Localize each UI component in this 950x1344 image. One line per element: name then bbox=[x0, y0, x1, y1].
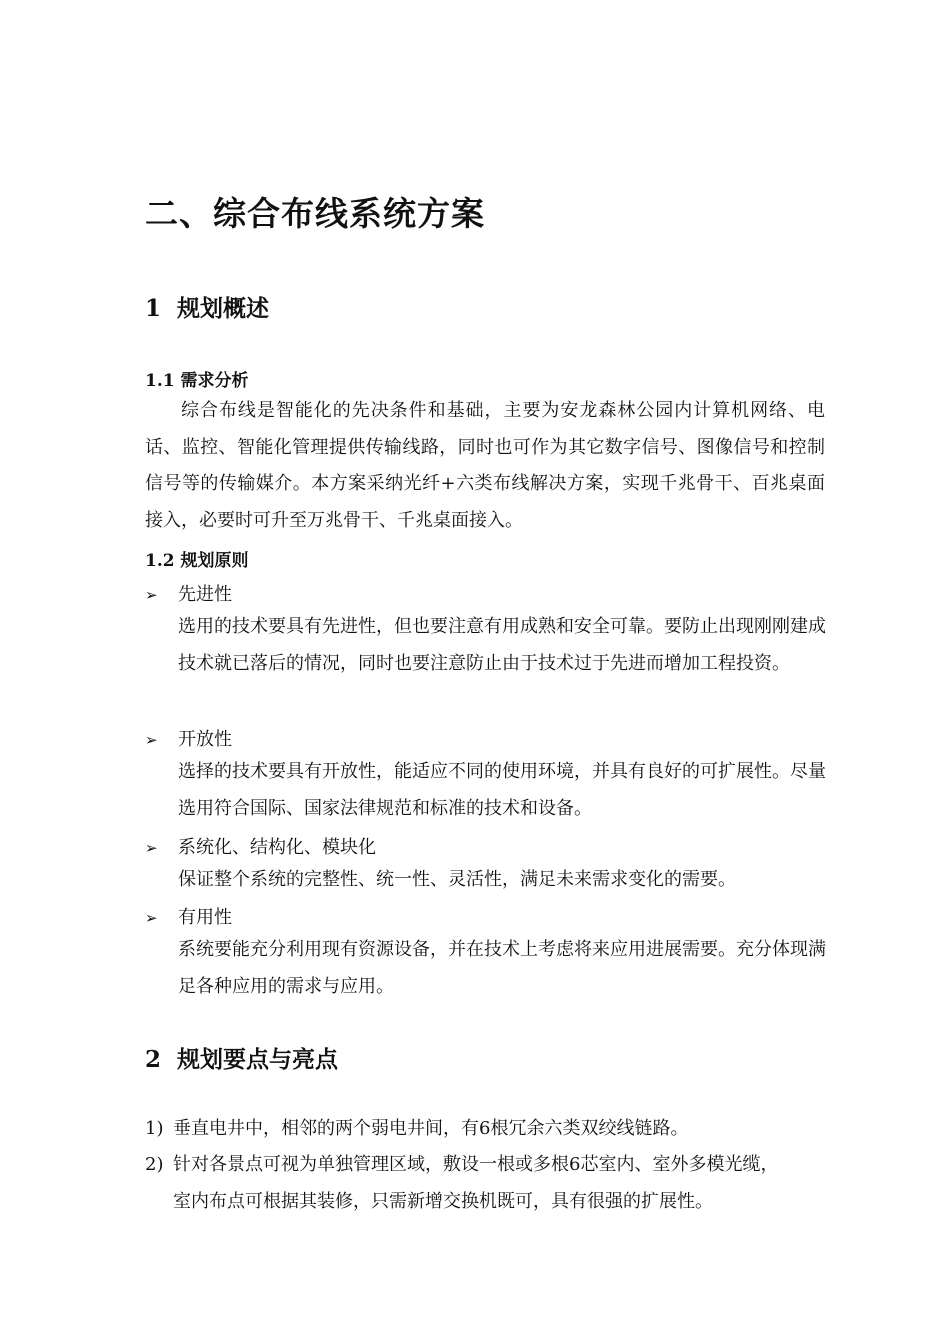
bullet-item bbox=[145, 903, 232, 929]
bullet-label: 系统化、结构化、模块化 bbox=[178, 837, 376, 858]
section-title: 规划要点与亮点 bbox=[177, 1046, 338, 1073]
section-heading-1 bbox=[145, 290, 269, 323]
item-number: 2) bbox=[145, 1154, 164, 1175]
arrow-bullet-icon: ➢ bbox=[145, 909, 158, 927]
item-text-continuation: 室内布点可根据其装修，只需新增交换机既可，具有很强的扩展性。 bbox=[173, 1190, 713, 1212]
bullet-description: 系统要能充分利用现有资源设备，并在技术上考虑将来应用进展需要。充分体现满足各种应用的需求与应用。 bbox=[178, 939, 826, 997]
bullet-description: 选用的技术要具有先进性，但也要注意有用成熟和安全可靠。要防止出现刚刚建成技术就已落后的情况，同时也要注意防止由于技术过于先进而增加工程投资。 bbox=[178, 616, 826, 674]
arrow-bullet-icon: ➢ bbox=[145, 839, 158, 857]
item-number: 1) bbox=[145, 1118, 164, 1139]
arrow-bullet-icon: ➢ bbox=[145, 731, 158, 749]
bullet-item bbox=[145, 833, 376, 859]
numbered-item bbox=[145, 1111, 835, 1148]
item-text: 垂直电井中，相邻的两个弱电井间，有6根冗余六类双绞线链路。 bbox=[173, 1118, 689, 1139]
bullet-item bbox=[145, 580, 232, 606]
bullet-item bbox=[145, 725, 232, 751]
bullet-description: 选择的技术要具有开放性，能适应不同的使用环境，并具有良好的可扩展性。尽量选用符合国际、国家法律规范和标准的技术和设备。 bbox=[178, 761, 826, 819]
section-title: 规划概述 bbox=[177, 295, 269, 322]
bullet-description: 保证整个系统的完整性、统一性、灵活性，满足未来需求变化的需要。 bbox=[178, 869, 736, 890]
section-heading-2 bbox=[145, 1041, 338, 1074]
paragraph-requirements: 综合布线是智能化的先决条件和基础，主要为安龙森林公园内计算机网络、电话、监控、智能化管理提供传输线路，同时也可作为其它数字信号、图像信号和控制信号等的传输媒介。本方案采纳光纤+六类布线解决方案，实现千兆骨干、百兆桌面接入，必要时可升至万兆骨干、千兆桌面接入。 bbox=[145, 400, 825, 531]
bullet-label: 有用性 bbox=[178, 907, 232, 928]
bullet-label: 开放性 bbox=[178, 729, 232, 750]
bullet-label: 先进性 bbox=[178, 584, 232, 605]
arrow-bullet-icon: ➢ bbox=[145, 586, 158, 604]
numbered-item bbox=[145, 1147, 835, 1220]
subsection-heading-1-2: 1.2 规划原则 bbox=[145, 551, 249, 571]
subsection-heading-1-1: 1.1 需求分析 bbox=[145, 371, 249, 391]
section-number: 2 bbox=[145, 1046, 162, 1073]
item-text: 针对各景点可视为单独管理区域，敷设一根或多根6芯室内、室外多模光缆， bbox=[173, 1154, 779, 1175]
chapter-title: 二、综合布线系统方案 bbox=[145, 194, 485, 233]
section-number: 1 bbox=[145, 295, 162, 322]
